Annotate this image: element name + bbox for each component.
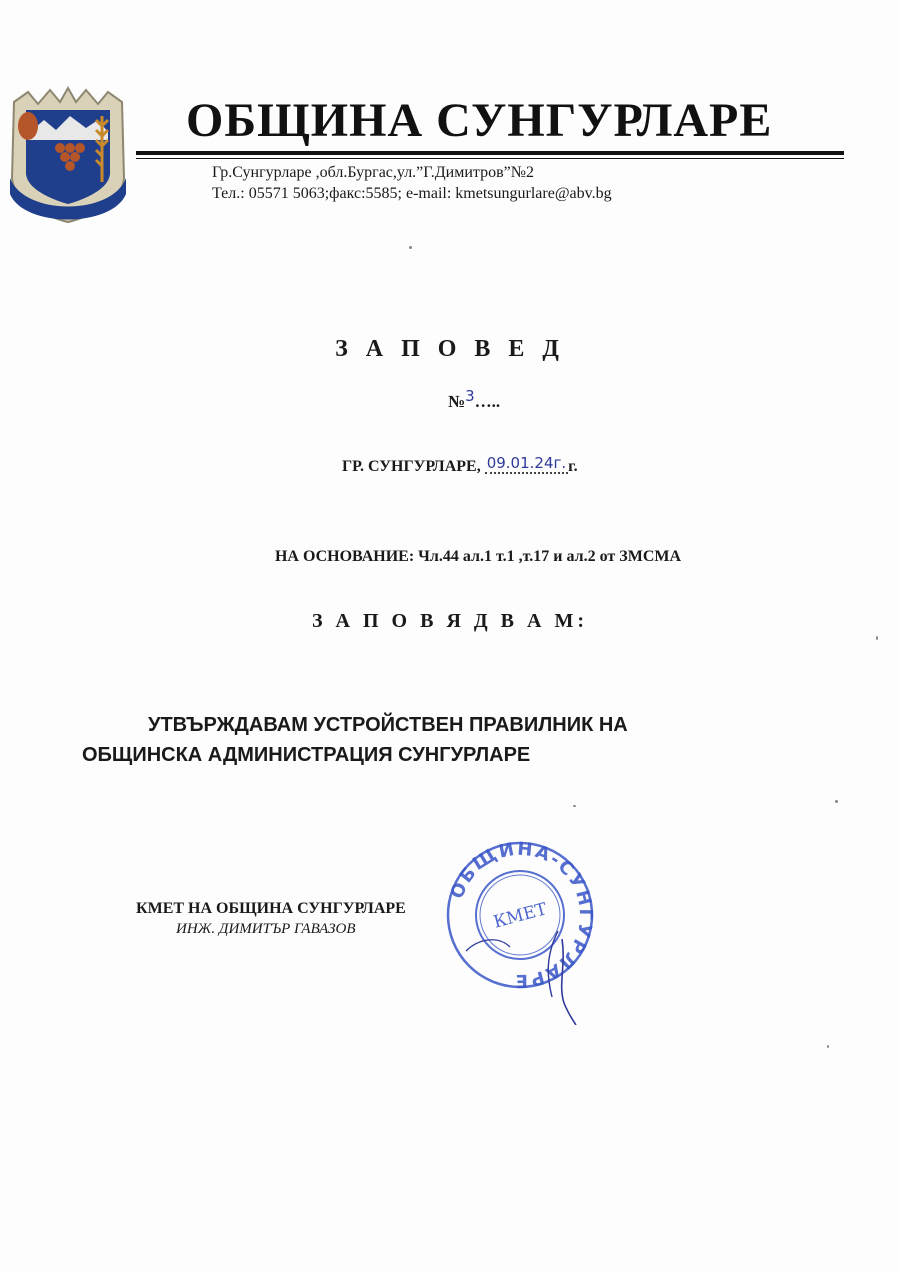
number-suffix: ….. [474,392,501,411]
number-prefix: № [448,392,466,411]
scan-speck [827,1045,829,1048]
official-stamp [440,835,600,1025]
scan-speck [835,800,838,803]
svg-text:КМЕТ: КМЕТ [491,899,550,933]
mayor-title: КМЕТ НА ОБЩИНА СУНГУРЛАРЕ [136,900,406,917]
municipality-title: ОБЩИНА СУНГУРЛАРЕ [186,94,773,147]
city-prefix: ГР. СУНГУРЛАРЕ, [342,458,485,475]
city-date-line [342,454,578,476]
order-number [448,387,501,412]
approval-line-2: ОБЩИНСКА АДМИНИСТРАЦИЯ СУНГУРЛАРЕ [82,744,531,766]
order-number-handwritten: 3 [465,387,475,405]
svg-text:ОБЩИНА-СУНГУРЛАРЕ: ОБЩИНА-СУНГУРЛАРЕ [446,838,597,992]
order-word: З А П О В Я Д В А М: [312,610,588,632]
approval-line-1: УТВЪРЖДАВАМ УСТРОЙСТВЕН ПРАВИЛНИК НА [148,714,628,736]
contact-line: Тел.: 05571 5063;факс:5585; e-mail: kmetsungurlare@abv.bg [212,185,612,202]
date-handwritten: 09.01.24г. [486,454,567,472]
address-line: Гр.Сунгурларе ,обл.Бургас,ул.”Г.Димитров”№2 [212,164,534,181]
mayor-name: ИНЖ. ДИМИТЪР ГАВАЗОВ [176,921,356,937]
scan-speck [409,246,412,249]
header-rule-thin [136,158,844,159]
scan-speck [876,636,878,640]
document-title: З А П О В Е Д [335,336,565,362]
scan-speck [573,805,576,807]
legal-basis: НА ОСНОВАНИЕ: Чл.44 ал.1 т.1 ,т.17 и ал.2 от ЗМСМА [274,548,682,565]
header-rule-thick [136,151,844,155]
municipality-emblem [4,82,132,224]
city-suffix: г. [568,458,578,475]
